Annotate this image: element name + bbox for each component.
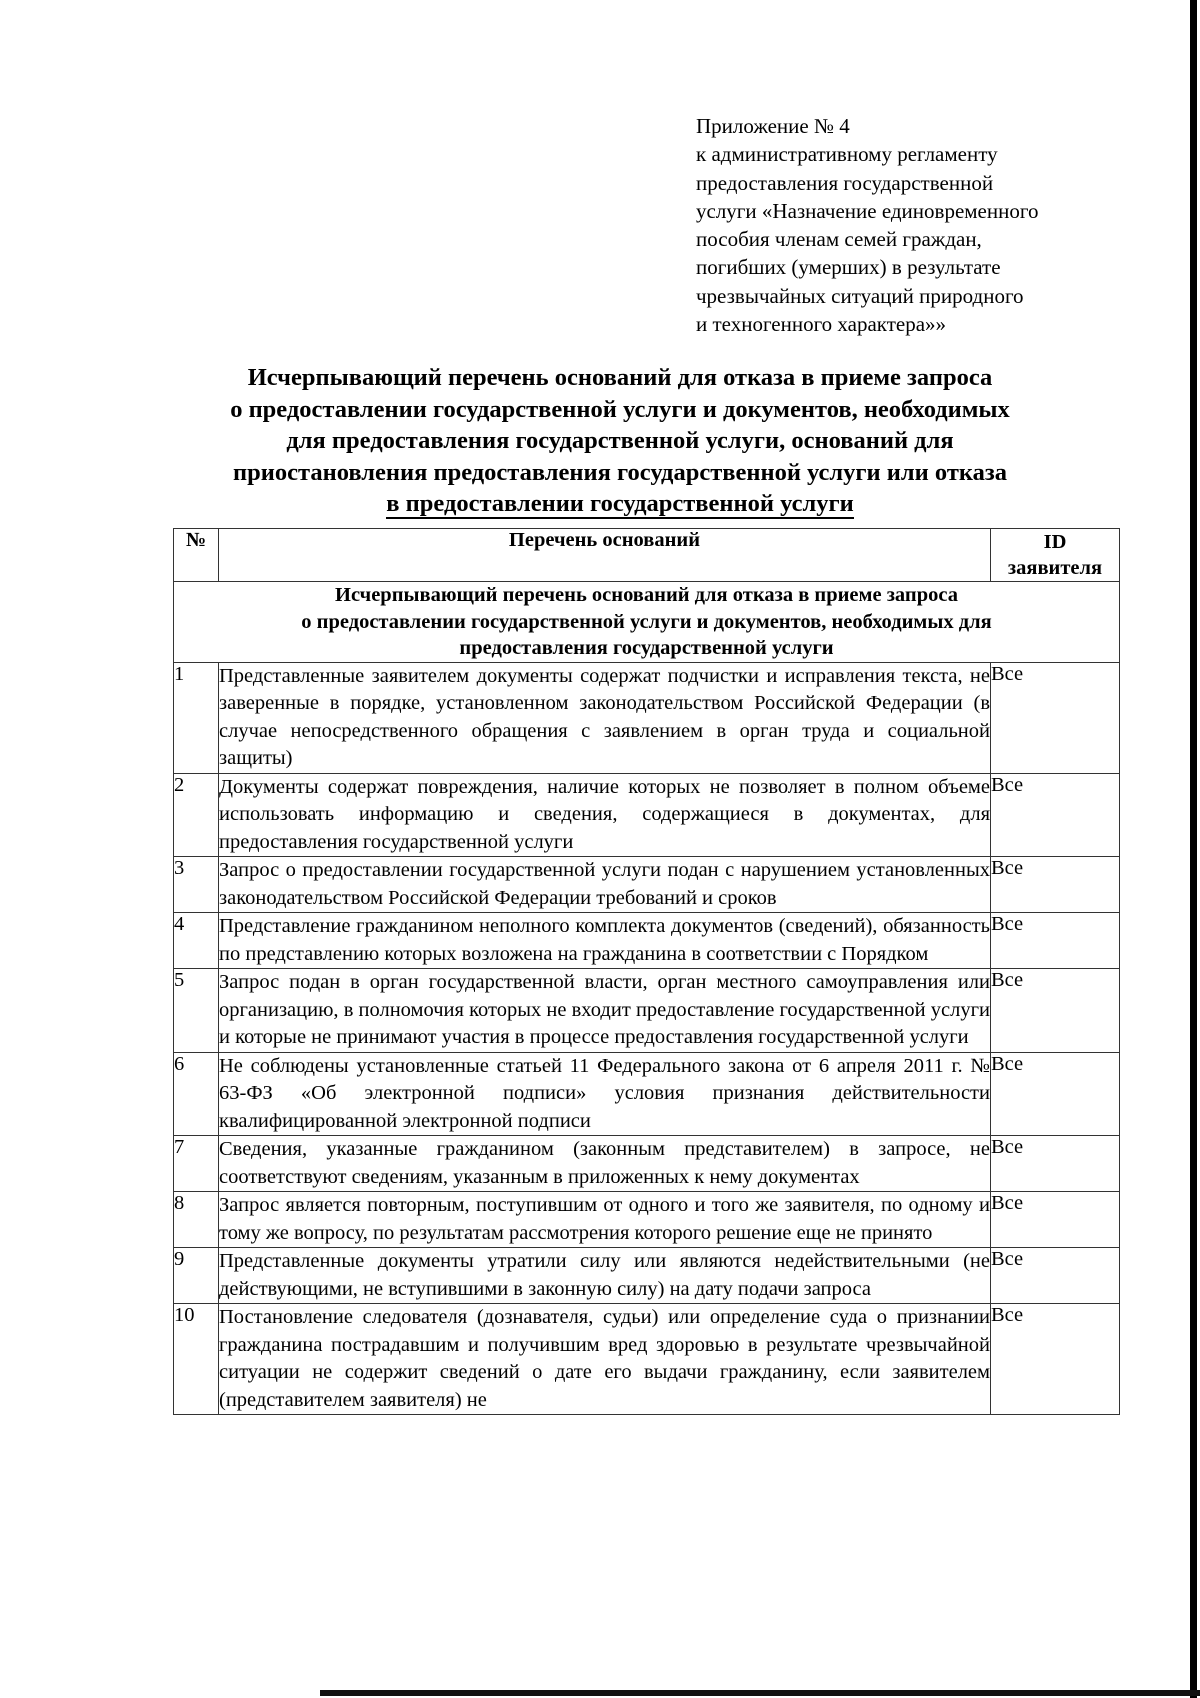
row-ground-text: Представленные документы утратили силу или являются недействительными (не действующими, не вступившими в законную силу) на дату подачи запроса	[219, 1248, 991, 1304]
appendix-line: пособия членам семей граждан,	[696, 227, 982, 252]
section-row	[174, 582, 1120, 663]
row-applicant: Все	[991, 969, 1120, 1053]
table-header-row	[174, 529, 1120, 582]
row-ground-text: Постановление следователя (дознавателя, судьи) или определение суда о признании гражданина пострадавшим и получившим вред здоровью в результате чрезвычайной ситуации не содержит сведений о дате его выдачи гражданину, если заявителем (представителем заявителя) не	[219, 1304, 991, 1415]
page-edge-shadow	[1190, 0, 1197, 1698]
appendix-line: чрезвычайных ситуаций природного	[696, 283, 1024, 308]
row-applicant: Все	[991, 662, 1120, 773]
header-id-line2: заявителя	[1007, 557, 1103, 579]
row-ground-text: Документы содержат повреждения, наличие которых не позволяет в полном объеме использовать информацию и сведения, содержащиеся в документах, для предоставления государственной услуги	[219, 773, 991, 857]
grounds-table	[173, 528, 1120, 1415]
title-line-underlined: в предоставлении государственной услуги	[386, 490, 854, 517]
row-ground-text: Запрос о предоставлении государственной услуги подан с нарушением установленных законодательством Российской Федерации требований и сроков	[219, 857, 991, 913]
row-number: 4	[174, 913, 219, 969]
row-ground-text: Запрос подан в орган государственной власти, орган местного самоуправления или организацию, в полномочия которых не входит предоставление государственной услуги и которые не принимают участия в процессе предоставления государственной услуги	[219, 969, 991, 1053]
table-row	[174, 1052, 1120, 1136]
title-line: для предоставления государственной услуги, оснований для	[286, 427, 954, 454]
table-row	[174, 662, 1120, 773]
table-row	[174, 773, 1120, 857]
appendix-line: и техногенного характера»»	[696, 312, 947, 337]
appendix-line: к административному регламенту	[696, 142, 998, 167]
table-row	[174, 913, 1120, 969]
row-applicant: Все	[991, 913, 1120, 969]
row-applicant: Все	[991, 1192, 1120, 1248]
header-applicant-id	[991, 529, 1120, 582]
row-applicant: Все	[991, 857, 1120, 913]
row-ground-text: Не соблюдены установленные статьей 11 Федерального закона от 6 апреля 2011 г. № 63-ФЗ «Об электронной подписи» условия признания действительности квалифицированной электронной подписи	[219, 1052, 991, 1136]
table-row	[174, 857, 1120, 913]
section-title-line: о предоставлении государственной услуги и документов, необходимых для	[301, 610, 992, 633]
row-number: 3	[174, 857, 219, 913]
row-ground-text: Представление гражданином неполного комплекта документов (сведений), обязанность по представлению которых возложена на гражданина в соответствии с Порядком	[219, 913, 991, 969]
appendix-line: услуги «Назначение единовременного	[696, 198, 1039, 223]
table-row	[174, 1304, 1120, 1415]
row-number: 6	[174, 1052, 219, 1136]
header-number: №	[174, 529, 219, 582]
row-number: 9	[174, 1248, 219, 1304]
row-ground-text: Представленные заявителем документы содержат подчистки и исправления текста, не заверенные в порядке, установленном законодательством Российской Федерации (в случае непосредственного обращения с заявлением в орган труда и социальной защиты)	[219, 662, 991, 773]
row-applicant: Все	[991, 1052, 1120, 1136]
section-title-line: предоставления государственной услуги	[459, 637, 834, 659]
appendix-line: Приложение № 4	[696, 114, 850, 138]
page-bottom-edge	[320, 1690, 1200, 1696]
row-applicant: Все	[991, 773, 1120, 857]
row-applicant: Все	[991, 1304, 1120, 1415]
section-title-line: Исчерпывающий перечень оснований для отказа в приеме запроса	[335, 584, 958, 606]
table-row	[174, 969, 1120, 1053]
row-number: 10	[174, 1304, 219, 1415]
appendix-note	[696, 112, 1116, 338]
appendix-line: погибших (умерших) в результате	[696, 255, 1001, 280]
row-applicant: Все	[991, 1248, 1120, 1304]
row-number: 8	[174, 1192, 219, 1248]
title-line: приостановления предоставления государственной услуги или отказа	[233, 458, 1007, 486]
appendix-line: предоставления государственной	[696, 170, 994, 195]
header-id-line1: ID	[1043, 531, 1067, 553]
row-applicant: Все	[991, 1136, 1120, 1192]
title-line: Исчерпывающий перечень оснований для отказа в приеме запроса	[247, 364, 993, 391]
table-row	[174, 1136, 1120, 1192]
document-title	[150, 362, 1090, 520]
row-number: 1	[174, 662, 219, 773]
title-line: о предоставлении государственной услуги и документов, необходимых	[230, 395, 1010, 423]
section-title	[174, 582, 1120, 663]
row-number: 2	[174, 773, 219, 857]
header-grounds: Перечень оснований	[219, 529, 991, 582]
row-number: 7	[174, 1136, 219, 1192]
table-row	[174, 1248, 1120, 1304]
row-number: 5	[174, 969, 219, 1053]
row-ground-text: Запрос является повторным, поступившим от одного и того же заявителя, по одному и тому же вопросу, по результатам рассмотрения которого решение еще не принято	[219, 1192, 991, 1248]
row-ground-text: Сведения, указанные гражданином (законным представителем) в запросе, не соответствуют сведениям, указанным в приложенных к нему документах	[219, 1136, 991, 1192]
table-row	[174, 1192, 1120, 1248]
title-line-last	[150, 488, 1090, 520]
